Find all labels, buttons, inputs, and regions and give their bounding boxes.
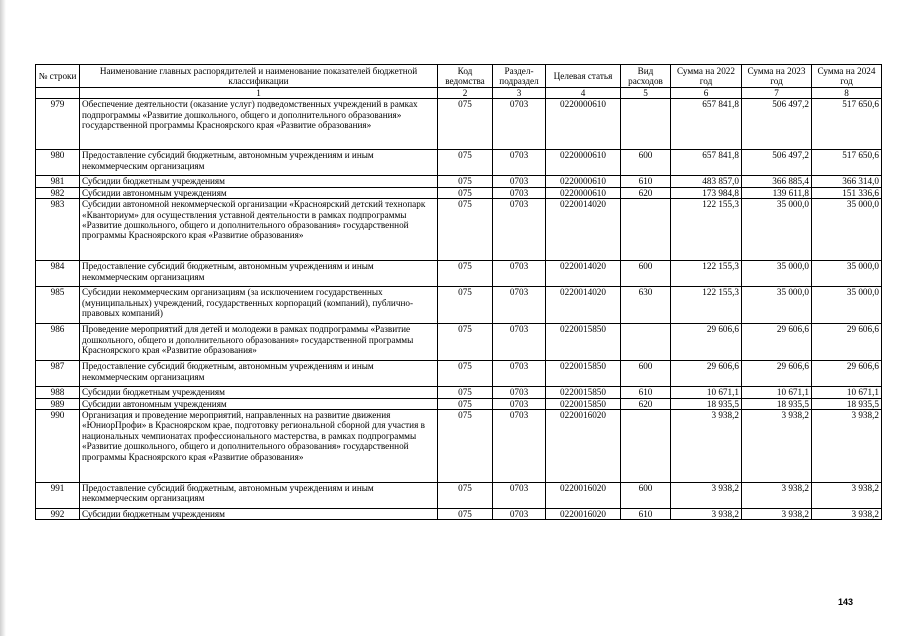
row-name: Субсидии бюджетным учреждениям: [80, 176, 438, 187]
row-sum-2023: 29 606,6: [742, 324, 812, 361]
row-section: 0703: [493, 509, 546, 520]
row-dept-code: 075: [438, 324, 493, 361]
row-expense-type: 620: [621, 398, 671, 409]
row-number: 979: [36, 99, 80, 150]
row-number: 985: [36, 287, 80, 324]
row-sum-2024: 3 938,2: [812, 410, 882, 483]
column-number: 2: [438, 88, 493, 99]
row-sum-2022: 29 606,6: [671, 324, 742, 361]
row-name: Субсидии некоммерческим организациям (за исключением государственных (муниципальных) учреждений, государственных корпораций (компаний), публично-правовых компаний): [80, 287, 438, 324]
header-row: [36, 65, 882, 88]
row-number: 982: [36, 187, 80, 198]
row-name: Субсидии бюджетным учреждениям: [80, 387, 438, 398]
row-sum-2023: 3 938,2: [742, 483, 812, 509]
row-sum-2023: 506 497,2: [742, 150, 812, 176]
row-section: 0703: [493, 361, 546, 387]
row-sum-2022: 3 938,2: [671, 509, 742, 520]
column-numbers-row: [36, 88, 882, 99]
row-expense-type: 610: [621, 509, 671, 520]
row-target: 0220000610: [546, 176, 621, 187]
table-row: [36, 261, 882, 287]
row-dept-code: 075: [438, 187, 493, 198]
table-row: [36, 509, 882, 520]
row-sum-2022: 10 671,1: [671, 387, 742, 398]
scan-edge-shadow: [0, 0, 6, 636]
row-expense-type: 610: [621, 176, 671, 187]
row-target: 0220015850: [546, 324, 621, 361]
row-sum-2022: 483 857,0: [671, 176, 742, 187]
row-sum-2024: 10 671,1: [812, 387, 882, 398]
table-row: [36, 176, 882, 187]
row-sum-2022: 29 606,6: [671, 361, 742, 387]
row-section: 0703: [493, 261, 546, 287]
column-number: 8: [812, 88, 882, 99]
row-expense-type: 600: [621, 483, 671, 509]
row-section: 0703: [493, 324, 546, 361]
row-sum-2022: 122 155,3: [671, 261, 742, 287]
row-section: 0703: [493, 150, 546, 176]
row-sum-2024: 151 336,6: [812, 187, 882, 198]
column-number: 5: [621, 88, 671, 99]
row-name: Проведение мероприятий для детей и молодежи в рамках подпрограммы «Развитие дошкольного, общего и дополнительного образования» государственной программы Красноярского края «Развитие образования»: [80, 324, 438, 361]
row-sum-2024: 29 606,6: [812, 324, 882, 361]
header-row-no: № строки: [36, 65, 80, 88]
row-sum-2022: 657 841,8: [671, 150, 742, 176]
row-expense-type: [621, 199, 671, 261]
table-row: [36, 324, 882, 361]
header-sum-2024: Сумма на 2024 год: [812, 65, 882, 88]
row-sum-2024: 366 314,0: [812, 176, 882, 187]
row-target: 0220016020: [546, 483, 621, 509]
row-sum-2024: 35 000,0: [812, 199, 882, 261]
row-number: 981: [36, 176, 80, 187]
row-expense-type: 610: [621, 387, 671, 398]
row-sum-2022: 657 841,8: [671, 99, 742, 150]
row-sum-2022: 122 155,3: [671, 287, 742, 324]
column-number: 4: [546, 88, 621, 99]
row-expense-type: 600: [621, 150, 671, 176]
page-number: 143: [838, 597, 854, 607]
table-row: [36, 387, 882, 398]
row-sum-2023: 29 606,6: [742, 361, 812, 387]
row-sum-2024: 517 650,6: [812, 99, 882, 150]
row-sum-2022: 18 935,5: [671, 398, 742, 409]
row-sum-2023: 35 000,0: [742, 199, 812, 261]
row-section: 0703: [493, 287, 546, 324]
row-sum-2023: 506 497,2: [742, 99, 812, 150]
row-target: 0220014020: [546, 199, 621, 261]
row-sum-2023: 139 611,8: [742, 187, 812, 198]
table-row: [36, 150, 882, 176]
column-number: 6: [671, 88, 742, 99]
row-sum-2023: 35 000,0: [742, 287, 812, 324]
header-expense-type: Вид расходов: [621, 65, 671, 88]
column-number: 7: [742, 88, 812, 99]
header-sum-2023: Сумма на 2023 год: [742, 65, 812, 88]
header-dept-code: Код ведомства: [438, 65, 493, 88]
row-sum-2022: 3 938,2: [671, 410, 742, 483]
row-number: 991: [36, 483, 80, 509]
row-target: 0220015850: [546, 398, 621, 409]
row-sum-2024: 3 938,2: [812, 483, 882, 509]
row-dept-code: 075: [438, 483, 493, 509]
row-dept-code: 075: [438, 509, 493, 520]
row-target: 0220015850: [546, 387, 621, 398]
row-target: 0220000610: [546, 99, 621, 150]
header-name: Наименование главных распорядителей и наименование показателей бюджетной классификации: [80, 65, 438, 88]
row-number: 988: [36, 387, 80, 398]
row-target: 0220014020: [546, 261, 621, 287]
row-target: 0220016020: [546, 410, 621, 483]
row-number: 984: [36, 261, 80, 287]
row-name: Субсидии автономным учреждениям: [80, 187, 438, 198]
row-expense-type: 600: [621, 361, 671, 387]
table-row: [36, 483, 882, 509]
row-sum-2024: 517 650,6: [812, 150, 882, 176]
row-number: 990: [36, 410, 80, 483]
row-number: 980: [36, 150, 80, 176]
row-section: 0703: [493, 410, 546, 483]
row-number: 992: [36, 509, 80, 520]
header-target: Целевая статья: [546, 65, 621, 88]
row-sum-2023: 3 938,2: [742, 410, 812, 483]
table-row: [36, 199, 882, 261]
row-dept-code: 075: [438, 287, 493, 324]
row-number: 989: [36, 398, 80, 409]
row-sum-2024: 3 938,2: [812, 509, 882, 520]
row-expense-type: [621, 410, 671, 483]
row-sum-2022: 122 155,3: [671, 199, 742, 261]
row-expense-type: 600: [621, 261, 671, 287]
row-section: 0703: [493, 398, 546, 409]
table-row: [36, 361, 882, 387]
row-expense-type: [621, 324, 671, 361]
row-sum-2023: 35 000,0: [742, 261, 812, 287]
row-name: Субсидии автономным учреждениям: [80, 398, 438, 409]
table-row: [36, 187, 882, 198]
row-section: 0703: [493, 199, 546, 261]
row-target: 0220016020: [546, 509, 621, 520]
row-dept-code: 075: [438, 410, 493, 483]
column-number: 1: [80, 88, 438, 99]
row-target: 0220014020: [546, 287, 621, 324]
row-sum-2022: 173 984,8: [671, 187, 742, 198]
row-dept-code: 075: [438, 150, 493, 176]
row-expense-type: [621, 99, 671, 150]
row-dept-code: 075: [438, 387, 493, 398]
row-name: Предоставление субсидий бюджетным, автономным учреждениям и иным некоммерческим организациям: [80, 361, 438, 387]
row-section: 0703: [493, 99, 546, 150]
row-name: Субсидии автономной некоммерческой организации «Красноярский детский технопарк «Кванториум» для осуществления уставной деятельности в рамках подпрограммы «Развитие дошкольного, общего и дополнительного образования» государственной программы Красноярского края «Развитие образования»: [80, 199, 438, 261]
row-dept-code: 075: [438, 261, 493, 287]
row-expense-type: 620: [621, 187, 671, 198]
row-dept-code: 075: [438, 398, 493, 409]
row-sum-2023: 3 938,2: [742, 509, 812, 520]
row-section: 0703: [493, 387, 546, 398]
row-name: Обеспечение деятельности (оказание услуг) подведомственных учреждений в рамках подпрограммы «Развитие дошкольного, общего и дополнительного образования» государственной программы Красноярского края «Развитие образования»: [80, 99, 438, 150]
table-row: [36, 410, 882, 483]
header-sum-2022: Сумма на 2022 год: [671, 65, 742, 88]
row-target: 0220015850: [546, 361, 621, 387]
row-name: Предоставление субсидий бюджетным, автономным учреждениям и иным некоммерческим организациям: [80, 150, 438, 176]
row-sum-2024: 18 935,5: [812, 398, 882, 409]
header-section: Раздел-подраздел: [493, 65, 546, 88]
row-number: 986: [36, 324, 80, 361]
budget-table: [35, 64, 882, 520]
row-dept-code: 075: [438, 176, 493, 187]
table-row: [36, 398, 882, 409]
row-sum-2023: 366 885,4: [742, 176, 812, 187]
row-number: 983: [36, 199, 80, 261]
row-name: Организация и проведение мероприятий, направленных на развитие движения «ЮниорПрофи» в Красноярском крае, подготовку региональной сборной для участия в национальных чемпионатах профессионального мастерства, в рамках подпрограммы «Развитие дошкольного, общего и дополнительного образования» государственной программы Красноярского края «Развитие образования»: [80, 410, 438, 483]
row-sum-2023: 18 935,5: [742, 398, 812, 409]
row-target: 0220000610: [546, 187, 621, 198]
column-number: [36, 88, 80, 99]
row-sum-2023: 10 671,1: [742, 387, 812, 398]
row-dept-code: 075: [438, 99, 493, 150]
row-dept-code: 075: [438, 361, 493, 387]
row-expense-type: 630: [621, 287, 671, 324]
row-dept-code: 075: [438, 199, 493, 261]
row-section: 0703: [493, 187, 546, 198]
row-number: 987: [36, 361, 80, 387]
row-sum-2024: 35 000,0: [812, 261, 882, 287]
table-row: [36, 287, 882, 324]
row-section: 0703: [493, 483, 546, 509]
row-name: Предоставление субсидий бюджетным, автономным учреждениям и иным некоммерческим организациям: [80, 483, 438, 509]
table-row: [36, 99, 882, 150]
row-section: 0703: [493, 176, 546, 187]
column-number: 3: [493, 88, 546, 99]
row-target: 0220000610: [546, 150, 621, 176]
row-sum-2024: 29 606,6: [812, 361, 882, 387]
row-sum-2024: 35 000,0: [812, 287, 882, 324]
row-name: Субсидии бюджетным учреждениям: [80, 509, 438, 520]
row-name: Предоставление субсидий бюджетным, автономным учреждениям и иным некоммерческим организациям: [80, 261, 438, 287]
row-sum-2022: 3 938,2: [671, 483, 742, 509]
